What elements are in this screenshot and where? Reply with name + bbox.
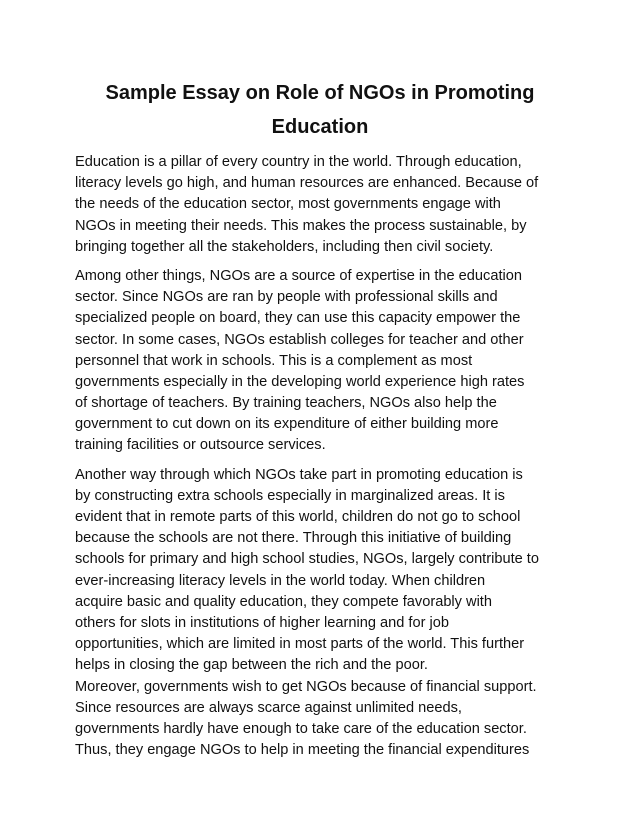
text-line: acquire basic and quality education, they compete favorably with (75, 593, 492, 610)
text-line: helps in closing the gap between the rich and the poor. (75, 657, 428, 674)
text-line: ever-increasing literacy levels in the world today. When children (75, 572, 486, 589)
text-line: governments especially in the developing world experience high rates (75, 373, 525, 390)
text-line: bringing together all the stakeholders, including then civil society. (75, 238, 494, 255)
text-line: by constructing extra schools especially in marginalized areas. It is (75, 487, 505, 504)
text-line: NGOs in meeting their needs. This makes the process sustainable, by (75, 217, 527, 234)
title-line: Education (271, 116, 369, 138)
text-line: specialized people on board, they can use this capacity empower the (75, 310, 521, 327)
paragraph-3 (75, 465, 565, 677)
text-line: Another way through which NGOs take part in promoting education is (75, 466, 523, 483)
paragraph-1 (75, 152, 565, 258)
text-line: evident that in remote parts of this world, children do not go to school (75, 509, 521, 525)
text-line: others for slots in institutions of higher learning and for job (75, 614, 449, 631)
text-line: training facilities or outsource services. (75, 437, 326, 454)
text-line: sector. Since NGOs are ran by people with professional skills and (75, 289, 498, 306)
text-line: sector. In some cases, NGOs establish colleges for teacher and other (75, 331, 524, 348)
essay-body (75, 152, 565, 761)
text-line: Thus, they engage NGOs to help in meeting the financial expenditures (75, 742, 530, 759)
text-line: literacy levels go high, and human resources are enhanced. Because of (75, 175, 539, 192)
text-line: governments hardly have enough to take care of the education sector. (75, 720, 527, 737)
text-line: Moreover, governments wish to get NGOs because of financial support. (75, 678, 537, 695)
text-line: Education is a pillar of every country in the world. Through education, (75, 154, 522, 170)
paragraph-2 (75, 266, 565, 457)
title-line: Sample Essay on Role of NGOs in Promoting (105, 82, 535, 104)
text-line: Among other things, NGOs are a source of expertise in the education (75, 267, 522, 284)
text-line: the needs of the education sector, most governments engage with (75, 196, 501, 213)
text-line: Since resources are always scarce against unlimited needs, (75, 699, 462, 716)
text-line: because the schools are not there. Through this initiative of building (75, 530, 512, 547)
paragraph-4 (75, 677, 565, 762)
text-line: of shortage of teachers. By training teachers, NGOs also help the (75, 395, 497, 412)
text-line: opportunities, which are limited in most parts of the world. This further (75, 636, 525, 653)
text-line: government to cut down on its expenditure of either building more (75, 416, 499, 433)
document-title (60, 76, 580, 144)
text-line: personnel that work in schools. This is a complement as most (75, 352, 473, 369)
text-line: schools for primary and high school studies, NGOs, largely contribute to (75, 551, 539, 568)
